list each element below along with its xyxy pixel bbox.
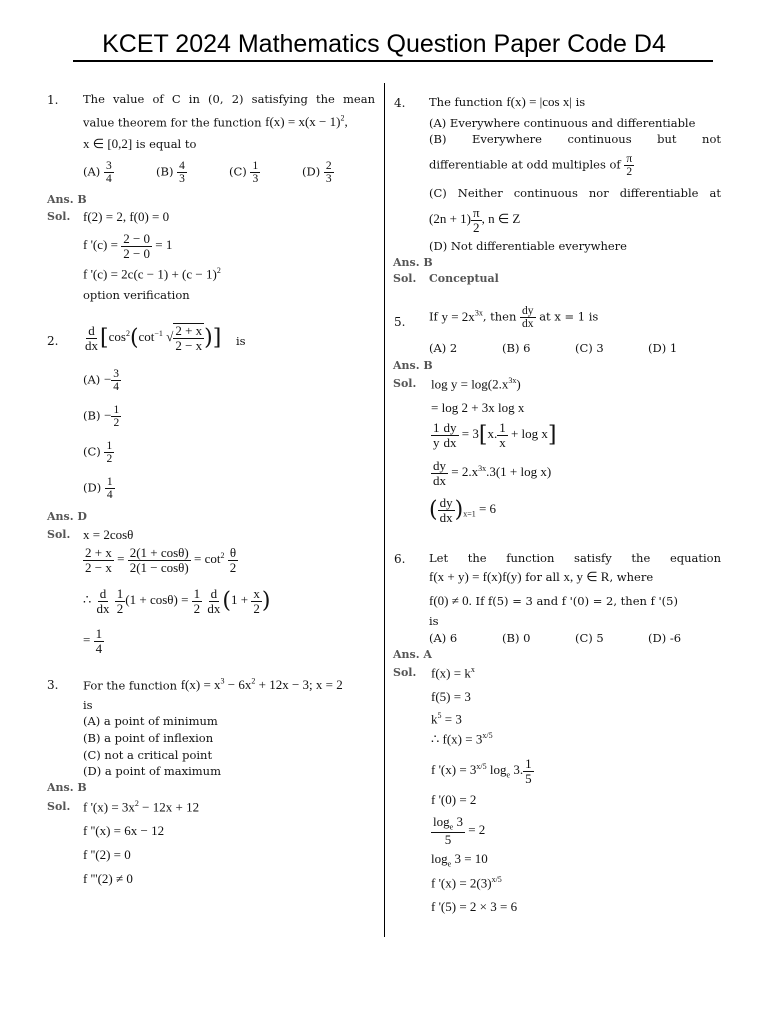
question-text: is: [236, 334, 246, 348]
solution-label: Sol.: [393, 377, 417, 390]
math-expression: x, y ∈ R: [563, 569, 610, 584]
solution-line: $\frac{1}{y}$ $\frac{dy}{dx}$ = 3[x. $\frac{1}{x}$ + log x]: [433, 420, 557, 450]
option-a: (A) − $\frac{3}{4}$: [83, 368, 120, 394]
solution-line: f ''(2) = 0: [83, 847, 131, 862]
question-number: 6.: [394, 552, 406, 566]
solution-line: ( $\frac{dy}{dx}$ )$_{x=1} = 6$: [429, 495, 497, 525]
option-b: (B) − $\frac{1}{2}$: [83, 404, 120, 430]
option-d: (D) $\frac{2}{3}$: [302, 160, 332, 186]
option-d: (D) Not differentiable everywhere: [429, 239, 627, 253]
solution-line: ∴ $\frac{d}{dx}$ $\frac{1}{2}$ (1 + cosθ) = $\frac{1}{2}$ $\frac{d}{dx}$ (1 + $\frac{x}{2}$ ): [83, 586, 271, 616]
solution-line: f '$(x) = 3x^2 - 12x + 12$: [83, 799, 200, 815]
question-text: If f(5) = 3 and f '(0) = 2, then f '(5): [475, 594, 678, 608]
question-text: at x = 1 is: [539, 309, 599, 324]
option-d: (D) $\frac{1}{4}$: [83, 476, 113, 502]
math-expression: f(x + y) = f(x)f(y): [429, 569, 522, 584]
math-expression: x ∈ [0,2]: [83, 136, 133, 151]
question-text: is: [429, 614, 439, 628]
math-expression: $f(x) = x^3 - 6x^2 + 12x - 3$; x = 2: [180, 677, 343, 693]
question-number: 2.: [47, 334, 59, 348]
question-number: 4.: [394, 96, 406, 110]
page-title: KCET 2024 Mathematics Question Paper Code D4: [102, 30, 666, 58]
question-text: value theorem for the function: [83, 115, 262, 130]
math-expression: $\frac{dy}{dx}$: [522, 305, 534, 331]
solution-line: $\frac{dy}{dx}$ = $2.x^{3x}.3(1 + \log x)$: [433, 458, 552, 488]
solution-line: f '(5) = 2 × 3 = 6: [431, 899, 518, 914]
solution-line: x = 2cosθ: [83, 527, 134, 542]
solution-line: $f(x) = k^x$: [431, 665, 475, 681]
solution-line: $\frac{2 + x}{2 - x}$ = $\frac{2(1 + \cos\theta)}{2(1 - \cos\theta)}$ = $\cot^2$ $\frac{\theta}{2}$: [85, 545, 237, 575]
question-number: 1.: [47, 93, 59, 107]
solution-line: option verification: [83, 288, 190, 302]
question-text: is: [83, 698, 93, 712]
question-text: for all: [525, 570, 560, 584]
option-a: (A) Everywhere continuous and differentiable: [429, 116, 696, 130]
answer-label: Ans. A: [393, 648, 432, 661]
solution-line: f '(c) = $\frac{2 - 0}{2 - 0}$ = 1: [83, 231, 173, 261]
option-b: (B) Everywhere continuous but not: [429, 132, 721, 146]
option-a: (A) 6: [429, 631, 458, 645]
solution-line: $\frac{\log_e 3}{5}$ = 2: [433, 814, 486, 847]
option-c: (C) 3: [575, 341, 604, 355]
solution-line: f '''(2) ≠ 0: [83, 871, 133, 886]
option-b-continued: differentiable at odd multiples of $\frac{\pi}{2}$: [429, 153, 633, 179]
solution-label: Sol.: [47, 800, 71, 813]
answer-label: Ans. B: [47, 781, 87, 794]
question-text: For the function: [83, 678, 178, 693]
answer-label: Ans. B: [47, 193, 87, 206]
option-c: (C) $\frac{1}{2}$: [83, 440, 113, 466]
answer-label: Ans. B: [393, 359, 433, 372]
question-text: is: [575, 95, 586, 109]
solution-label: Sol.: [47, 528, 71, 541]
question-text: Let the function satisfy the equation: [429, 551, 721, 565]
option-d: (D) -6: [648, 631, 682, 645]
question-text: If: [429, 309, 438, 324]
question-text: The function: [429, 95, 503, 109]
answer-label: Ans. B: [393, 256, 433, 269]
option-a: (A) 2: [429, 341, 458, 355]
solution-line: f '(0) = 2: [431, 792, 477, 807]
solution-line: f '$(c) = 2c(c - 1) + (c - 1)^2$: [83, 266, 221, 282]
solution-line: = $\frac{1}{4}$: [83, 626, 103, 656]
solution-line: ∴ $f(x) = 3^{x/5}$: [431, 731, 493, 747]
option-b: (B) a point of inflexion: [83, 731, 214, 745]
option-c: (C) 5: [575, 631, 604, 645]
option-d: (D) a point of maximum: [83, 764, 221, 778]
solution-line: $\log y = \log(2.x^{3x})$: [431, 376, 521, 392]
question-number: 3.: [47, 678, 59, 692]
solution-line: $\log_e 3 = 10$: [431, 851, 488, 869]
answer-label: Ans. D: [47, 510, 87, 523]
option-d: (D) 1: [648, 341, 678, 355]
question-text: , then: [482, 309, 517, 324]
option-a: (A) a point of minimum: [83, 714, 218, 728]
math-expression: f(0) ≠ 0.: [429, 593, 472, 608]
title-underline: [73, 60, 713, 62]
question-number: 5.: [394, 315, 406, 329]
solution-label: Sol.: [393, 272, 417, 285]
math-expression: f(x) = |cos x|: [506, 94, 572, 109]
question-text: The value of C in (0, 2) satisfying the mean: [83, 92, 375, 106]
column-divider: [384, 83, 385, 937]
solution-label: Sol.: [393, 666, 417, 679]
question-text: , where: [609, 570, 654, 584]
option-c: (C) $\frac{1}{3}$: [229, 160, 259, 186]
math-expression: $f(x) = x(x - 1)^2$,: [265, 114, 348, 130]
solution-line: f(2) = 2, f(0) = 0: [83, 209, 170, 224]
solution-line: = log 2 + 3x log x: [431, 400, 525, 415]
solution-line: $k^5 = 3$: [431, 711, 462, 727]
option-b: (B) 6: [502, 341, 531, 355]
solution-line: Conceptual: [429, 272, 499, 285]
math-expression: (2n + 1) $\frac{\pi}{2}$ , n ∈ Z: [429, 205, 521, 235]
solution-line: f(5) = 3: [431, 689, 471, 704]
question-text: is equal to: [135, 137, 197, 151]
option-a: (A) $\frac{3}{4}$: [83, 160, 112, 186]
option-b: (B) $\frac{4}{3}$: [156, 160, 185, 186]
solution-label: Sol.: [47, 210, 71, 223]
solution-line: f '$(x) = 2(3)^{x/5}$: [431, 875, 502, 891]
option-c: (C) not a critical point: [83, 748, 213, 762]
math-expression: $\frac{d}{dx}$ [$\cos^2(\cot^{-1}$ √ $\frac{2 + x}{2 - x}$ )]: [85, 323, 222, 353]
option-c: (C) Neither continuous nor differentiable at: [429, 186, 721, 200]
math-expression: $y = 2x^{3x}$: [441, 308, 483, 324]
option-b: (B) 0: [502, 631, 531, 645]
solution-line: f '$(x) = 3^{x/5}$ $\log_e 3$. $\frac{1}{5}$: [431, 756, 532, 786]
solution-line: f ''(x) = 6x − 12: [83, 823, 165, 838]
